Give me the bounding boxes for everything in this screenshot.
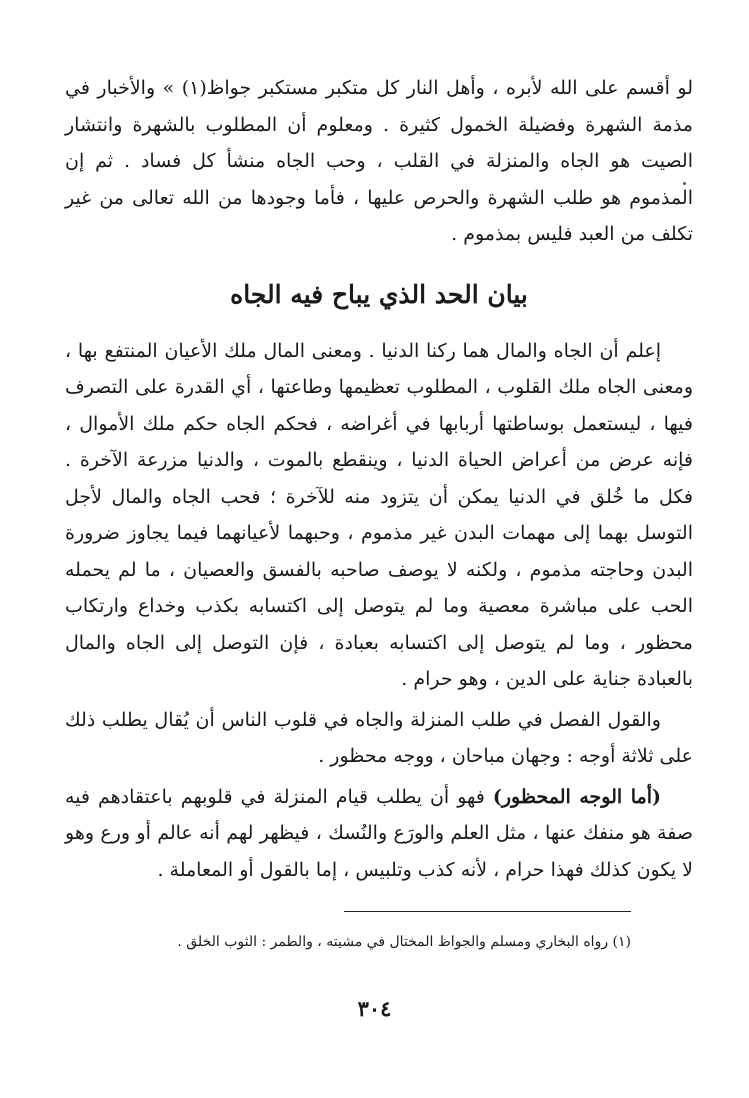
footnote-divider	[344, 911, 631, 912]
paragraph-3-rest: فهو أن يطلب قيام المنزلة في قلوبهم باعتقادهم فيه صفة هو منفك عنها ، مثل العلم والورَع والنُسك ، فيظهر لهم أنه عالم أو ورع وهو لا يكون كذلك فهذا حرام ، لأنه كذب وتلبيس ، إما بالقول أو المعاملة .	[65, 785, 693, 881]
section-title: بيان الحد الذي يباح فيه الجاه	[230, 279, 528, 309]
paragraph-3	[65, 779, 693, 889]
paragraph-3-lead: (أما الوجه المحظور)	[492, 785, 661, 808]
footnote: (١) رواه البخاري ومسلم والجواظ المختال في مشيته ، والطمر : الثوب الخلق .	[177, 934, 631, 950]
margin-dot	[683, 182, 686, 185]
paragraph-2: والقول الفصل في طلب المنزلة والجاه في قلوب الناس أن يُقال يطلب ذلك على ثلاثة أوجه : وجهان مباحان ، ووجه محظور .	[65, 708, 693, 767]
intro-paragraph: لو أقسم على الله لأبره ، وأهل النار كل متكبر مستكبر جواظ(١) » والأخبار في مذمة الشهرة وفضيلة الخمول كثيرة . ومعلوم أن المطلوب بالشهرة وانتشار الصيت هو الجاه والمنزلة في القلب ، وحب الجاه منشأ كل فساد . ثم إن المذموم هو طلب الشهرة والحرص عليها ، فأما وجودها من الله تعالى من غير تكلف من العبد فليس بمذموم .	[65, 77, 693, 245]
page-body	[65, 70, 693, 888]
page-number: ٣٠٤	[357, 996, 392, 1021]
paragraph-1: إعلم أن الجاه والمال هما ركنا الدنيا . ومعنى المال ملك الأعيان المنتفع بها ، ومعنى الجاه ملك القلوب ، المطلوب تعظيمها وطاعتها ، أي القدرة على التصرف فيها ، ليستعمل بوساطتها أربابها في أغراضه ، فحكم الجاه حكم ملك الأموال ، فإنه عرض من أعراض الحياة الدنيا ، وينقطع بالموت ، والدنيا مزرعة الآخرة . فكل ما خُلق في الدنيا يمكن أن يتزود منه للآخرة ؛ فحب الجاه والمال لأجل التوسل بهما إلى مهمات البدن غير مذموم ، وحبهما لأعيانهما فيما يجاوز ضرورة البدن وحاجته مذموم ، ولكنه لا يوصف صاحبه بالفسق والعصيان ، ما لم يحمله الحب على مباشرة معصية وما لم يتوصل إلى اكتسابه بكذب وخداع وارتكاب محظور ، وما لم يتوصل إلى اكتسابه بعبادة ، فإن التوصل إلى الجاه والمال بالعبادة جناية على الدين ، وهو حرام .	[65, 339, 693, 690]
